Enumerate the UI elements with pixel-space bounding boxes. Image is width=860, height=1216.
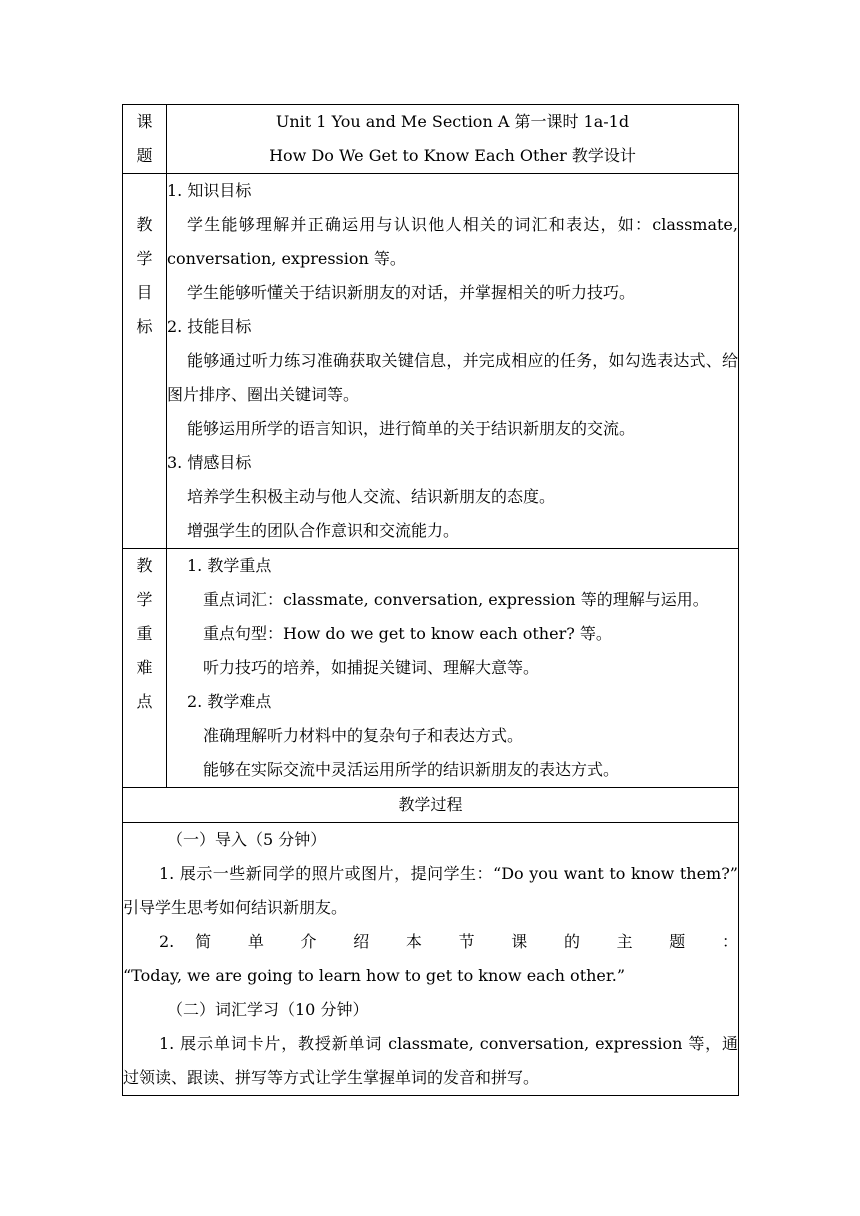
keypoints-cell bbox=[167, 549, 739, 788]
knowledge-goal-text: 学生能够听懂关于结识新朋友的对话，并掌握相关的听力技巧。 bbox=[187, 283, 636, 302]
goals-label-char: 目 bbox=[136, 283, 153, 302]
skill-goal-text: 能够通过听力练习准确获取关键信息，并完成相应的任务，如勾选表达式、给图片排序、圈出关键词等。 bbox=[167, 351, 738, 404]
goals-label-char: 教 bbox=[136, 215, 153, 234]
goals-label-char: 标 bbox=[136, 317, 153, 336]
title-label-cell bbox=[123, 105, 167, 174]
skill-goal-heading: 2. 技能目标 bbox=[167, 317, 252, 336]
goals-row bbox=[123, 174, 739, 549]
skill-goal-text: 能够运用所学的语言知识，进行简单的关于结识新朋友的交流。 bbox=[187, 419, 636, 438]
process-heading-row bbox=[123, 788, 739, 823]
keypoints-label-char: 难 bbox=[136, 658, 153, 677]
lesson-plan-table bbox=[122, 104, 739, 1096]
process-heading: 教学过程 bbox=[123, 788, 739, 823]
intro-step-1: 1. 展示一些新同学的照片或图片，提问学生：“Do you want to know them?” 引导学生思考如何结识新朋友。 bbox=[123, 864, 738, 917]
title-label-char: 题 bbox=[136, 146, 153, 165]
key-point-text: 重点词汇：classmate, conversation, expression 等的理解与运用。 bbox=[203, 590, 709, 609]
intro-step-2: 2. 简 单 介 绍 本 节 课 的 主 题 ： bbox=[159, 932, 738, 951]
keypoints-label-char: 学 bbox=[136, 590, 153, 609]
key-points-heading: 1. 教学重点 bbox=[187, 556, 272, 575]
title-line-1: Unit 1 You and Me Section A 第一课时 1a-1d bbox=[275, 112, 630, 131]
keypoints-label-char: 点 bbox=[136, 692, 153, 711]
process-body-row bbox=[123, 823, 739, 1096]
section-heading-intro: （一）导入（5 分钟） bbox=[167, 830, 327, 849]
emotion-goal-text: 培养学生积极主动与他人交流、结识新朋友的态度。 bbox=[187, 487, 556, 506]
keypoints-row bbox=[123, 549, 739, 788]
difficult-points-heading: 2. 教学难点 bbox=[187, 692, 272, 711]
title-label-char: 课 bbox=[136, 112, 153, 131]
title-row bbox=[123, 105, 739, 174]
difficult-point-text: 准确理解听力材料中的复杂句子和表达方式。 bbox=[203, 726, 524, 745]
title-line-2: How Do We Get to Know Each Other 教学设计 bbox=[269, 146, 636, 165]
key-point-text: 重点句型：How do we get to know each other? 等。 bbox=[203, 624, 612, 643]
key-point-text: 听力技巧的培养，如捕捉关键词、理解大意等。 bbox=[203, 658, 540, 677]
goals-cell bbox=[167, 174, 739, 549]
difficult-point-text: 能够在实际交流中灵活运用所学的结识新朋友的表达方式。 bbox=[203, 760, 620, 779]
goals-label-char: 学 bbox=[136, 249, 153, 268]
emotion-goal-heading: 3. 情感目标 bbox=[167, 453, 252, 472]
section-heading-vocab: （二）词汇学习（10 分钟） bbox=[167, 1000, 369, 1019]
keypoints-label-char: 重 bbox=[136, 624, 153, 643]
goals-label-cell bbox=[123, 174, 167, 549]
emotion-goal-text: 增强学生的团队合作意识和交流能力。 bbox=[187, 521, 460, 540]
knowledge-goal-text: 学生能够理解并正确运用与认识他人相关的词汇和表达，如：classmate, conversation, expression 等。 bbox=[167, 215, 738, 268]
knowledge-goal-heading: 1. 知识目标 bbox=[167, 181, 252, 200]
keypoints-label-char: 教 bbox=[136, 556, 153, 575]
process-body bbox=[123, 823, 739, 1096]
keypoints-label-cell bbox=[123, 549, 167, 788]
title-cell bbox=[167, 105, 739, 174]
vocab-step-1: 1. 展示单词卡片，教授新单词 classmate, conversation, expression 等，通过领读、跟读、拼写等方式让学生掌握单词的发音和拼写。 bbox=[123, 1034, 738, 1087]
intro-step-2-quote: “Today, we are going to learn how to get to know each other.” bbox=[123, 966, 626, 985]
